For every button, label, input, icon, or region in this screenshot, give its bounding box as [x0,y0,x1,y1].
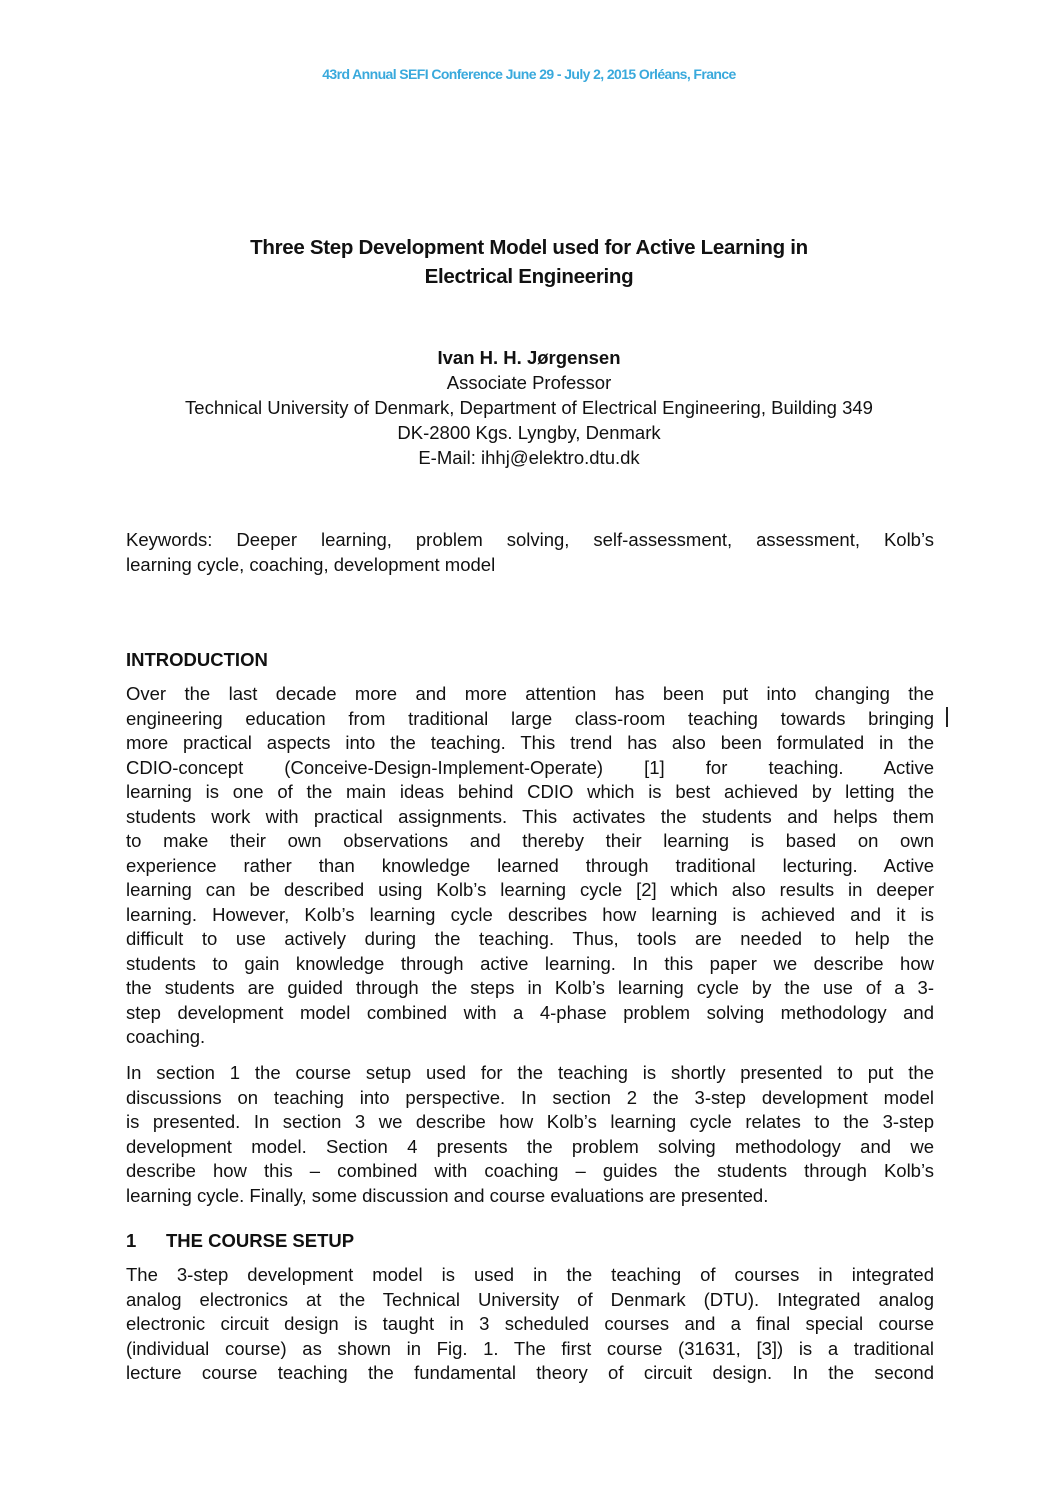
section-1-title: THE COURSE SETUP [166,1230,355,1251]
text-line: the students are guided through the steps in Kolb’s learning cycle by the use of a 3- [126,977,934,998]
author-address: DK-2800 Kgs. Lyngby, Denmark [397,422,661,443]
keywords-line-2: learning cycle, coaching, development model [126,554,496,575]
text-line: learning cycle. Finally, some discussion and course evaluations are presented. [126,1184,769,1206]
section-1-paragraph-1 [126,1263,934,1386]
author-block [60,345,998,470]
text-line: lecture course teaching the fundamental theory of circuit design. In the second [126,1362,934,1383]
keywords [126,527,934,577]
author-name: Ivan H. H. Jørgensen [437,347,621,368]
author-affiliation: Technical University of Denmark, Department of Electrical Engineering, Building 349 [185,397,873,418]
section-1-number: 1 [126,1230,137,1251]
text-line: discussions on teaching into perspective. In section 2 the 3-step development model [126,1086,934,1108]
introduction-paragraph-1 [126,682,934,1050]
text-line: to make their own observations and thereby their learning is based on own [126,830,934,851]
introduction-heading: INTRODUCTION [126,649,268,670]
text-line: describe how this – combined with coaching – guides the students through Kolb’s [126,1160,934,1181]
author-position: Associate Professor [446,372,612,393]
text-line: In section 1 the course setup used for the teaching is shortly presented to put the [126,1062,934,1083]
text-line: The 3-step development model is used in the teaching of courses in integrated [126,1264,934,1285]
text-line: engineering education from traditional large class-room teaching towards bringing [126,707,934,729]
section-1-heading [126,1228,354,1253]
text-line: electronic circuit design is taught in 3 scheduled courses and a final special course [126,1313,934,1334]
paper-title-line-2: Electrical Engineering [424,265,634,288]
paper-title-line-1: Three Step Development Model used for Active Learning in [250,236,808,259]
text-line: development model. Section 4 presents the problem solving methodology and we [126,1135,934,1157]
conference-header: 43rd Annual SEFI Conference June 29 - July 2, 2015 Orléans, France [322,66,736,82]
text-line: analog electronics at the Technical University of Denmark (DTU). Integrated analog [126,1288,934,1310]
text-line: learning can be described using Kolb’s learning cycle [2] which also results in deeper [126,879,934,900]
text-line: (individual course) as shown in Fig. 1. The first course (31631, [3]) is a traditional [126,1337,934,1359]
text-line: CDIO-concept (Conceive-Design-Implement-Operate) [1] for teaching. Active [126,756,934,778]
text-line: is presented. In section 3 we describe how Kolb’s learning cycle relates to the 3-step [126,1111,934,1132]
text-line: students work with practical assignments. This activates the students and helps them [126,805,934,827]
text-line: more practical aspects into the teaching. This trend has also been formulated in the [126,732,934,753]
text-line: experience rather than knowledge learned through traditional lecturing. Active [126,854,934,876]
keywords-line-1: Keywords: Deeper learning, problem solving, self-assessment, assessment, Kolb’s [126,529,934,550]
text-line: learning. However, Kolb’s learning cycle describes how learning is achieved and it is [126,903,934,925]
revision-change-bar [946,707,948,727]
paper-title [80,233,978,291]
author-email: E-Mail: ihhj@elektro.dtu.dk [418,447,640,468]
text-line: learning is one of the main ideas behind CDIO which is best achieved by letting the [126,781,934,802]
text-line: coaching. [126,1026,206,1047]
text-line: students to gain knowledge through active learning. In this paper we describe how [126,952,934,974]
text-line: difficult to use actively during the teaching. Thus, tools are needed to help the [126,928,934,949]
text-line: Over the last decade more and more attention has been put into changing the [126,683,934,704]
text-line: step development model combined with a 4-phase problem solving methodology and [126,1001,934,1023]
introduction-paragraph-2 [126,1061,934,1208]
